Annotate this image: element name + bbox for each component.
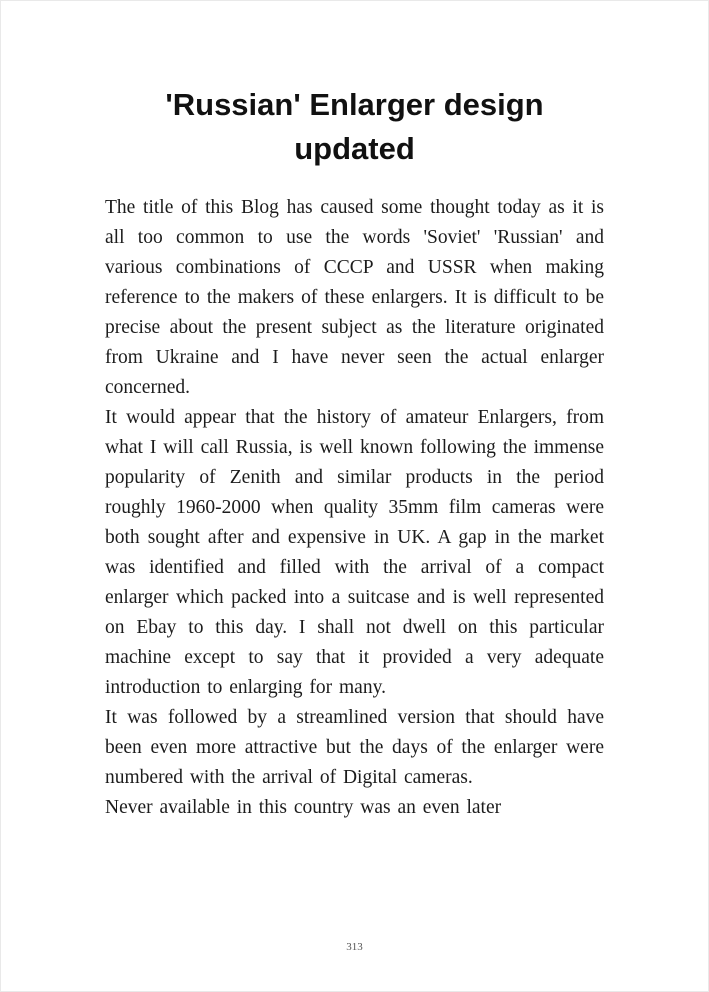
paragraph: The title of this Blog has caused some thought today as it is all too common to use the words 'Soviet' 'Russian' and various combinations of CCCP and USSR when making reference to the makers of these enlargers. It is difficult to be precise about the present subject as the literature originated from Ukraine and I have never seen the actual enlarger concerned. — [105, 197, 604, 398]
paragraph: It would appear that the history of amateur Enlargers, from what I will call Russia, is well known following the immense popularity of Zenith and similar products in the period roughly 1960-2000 when quality 35mm film cameras were both sought after and expensive in UK. A gap in the market was identified and filled with the arrival of a compact enlarger which packed into a suitcase and is well represented on Ebay to this day. I shall not dwell on this particular machine except to say that it provided a very adequate introduction to enlarging for many. — [105, 407, 604, 698]
body-text — [105, 193, 604, 823]
page-number: 313 — [346, 941, 363, 953]
page-title: 'Russian' Enlarger design updated — [165, 87, 544, 166]
paragraph: Never available in this country was an even later — [105, 797, 502, 818]
page-content — [105, 1, 604, 823]
paragraph: It was followed by a streamlined version that should have been even more attractive but the days of the enlarger were numbered with the arrival of Digital cameras. — [105, 707, 604, 788]
